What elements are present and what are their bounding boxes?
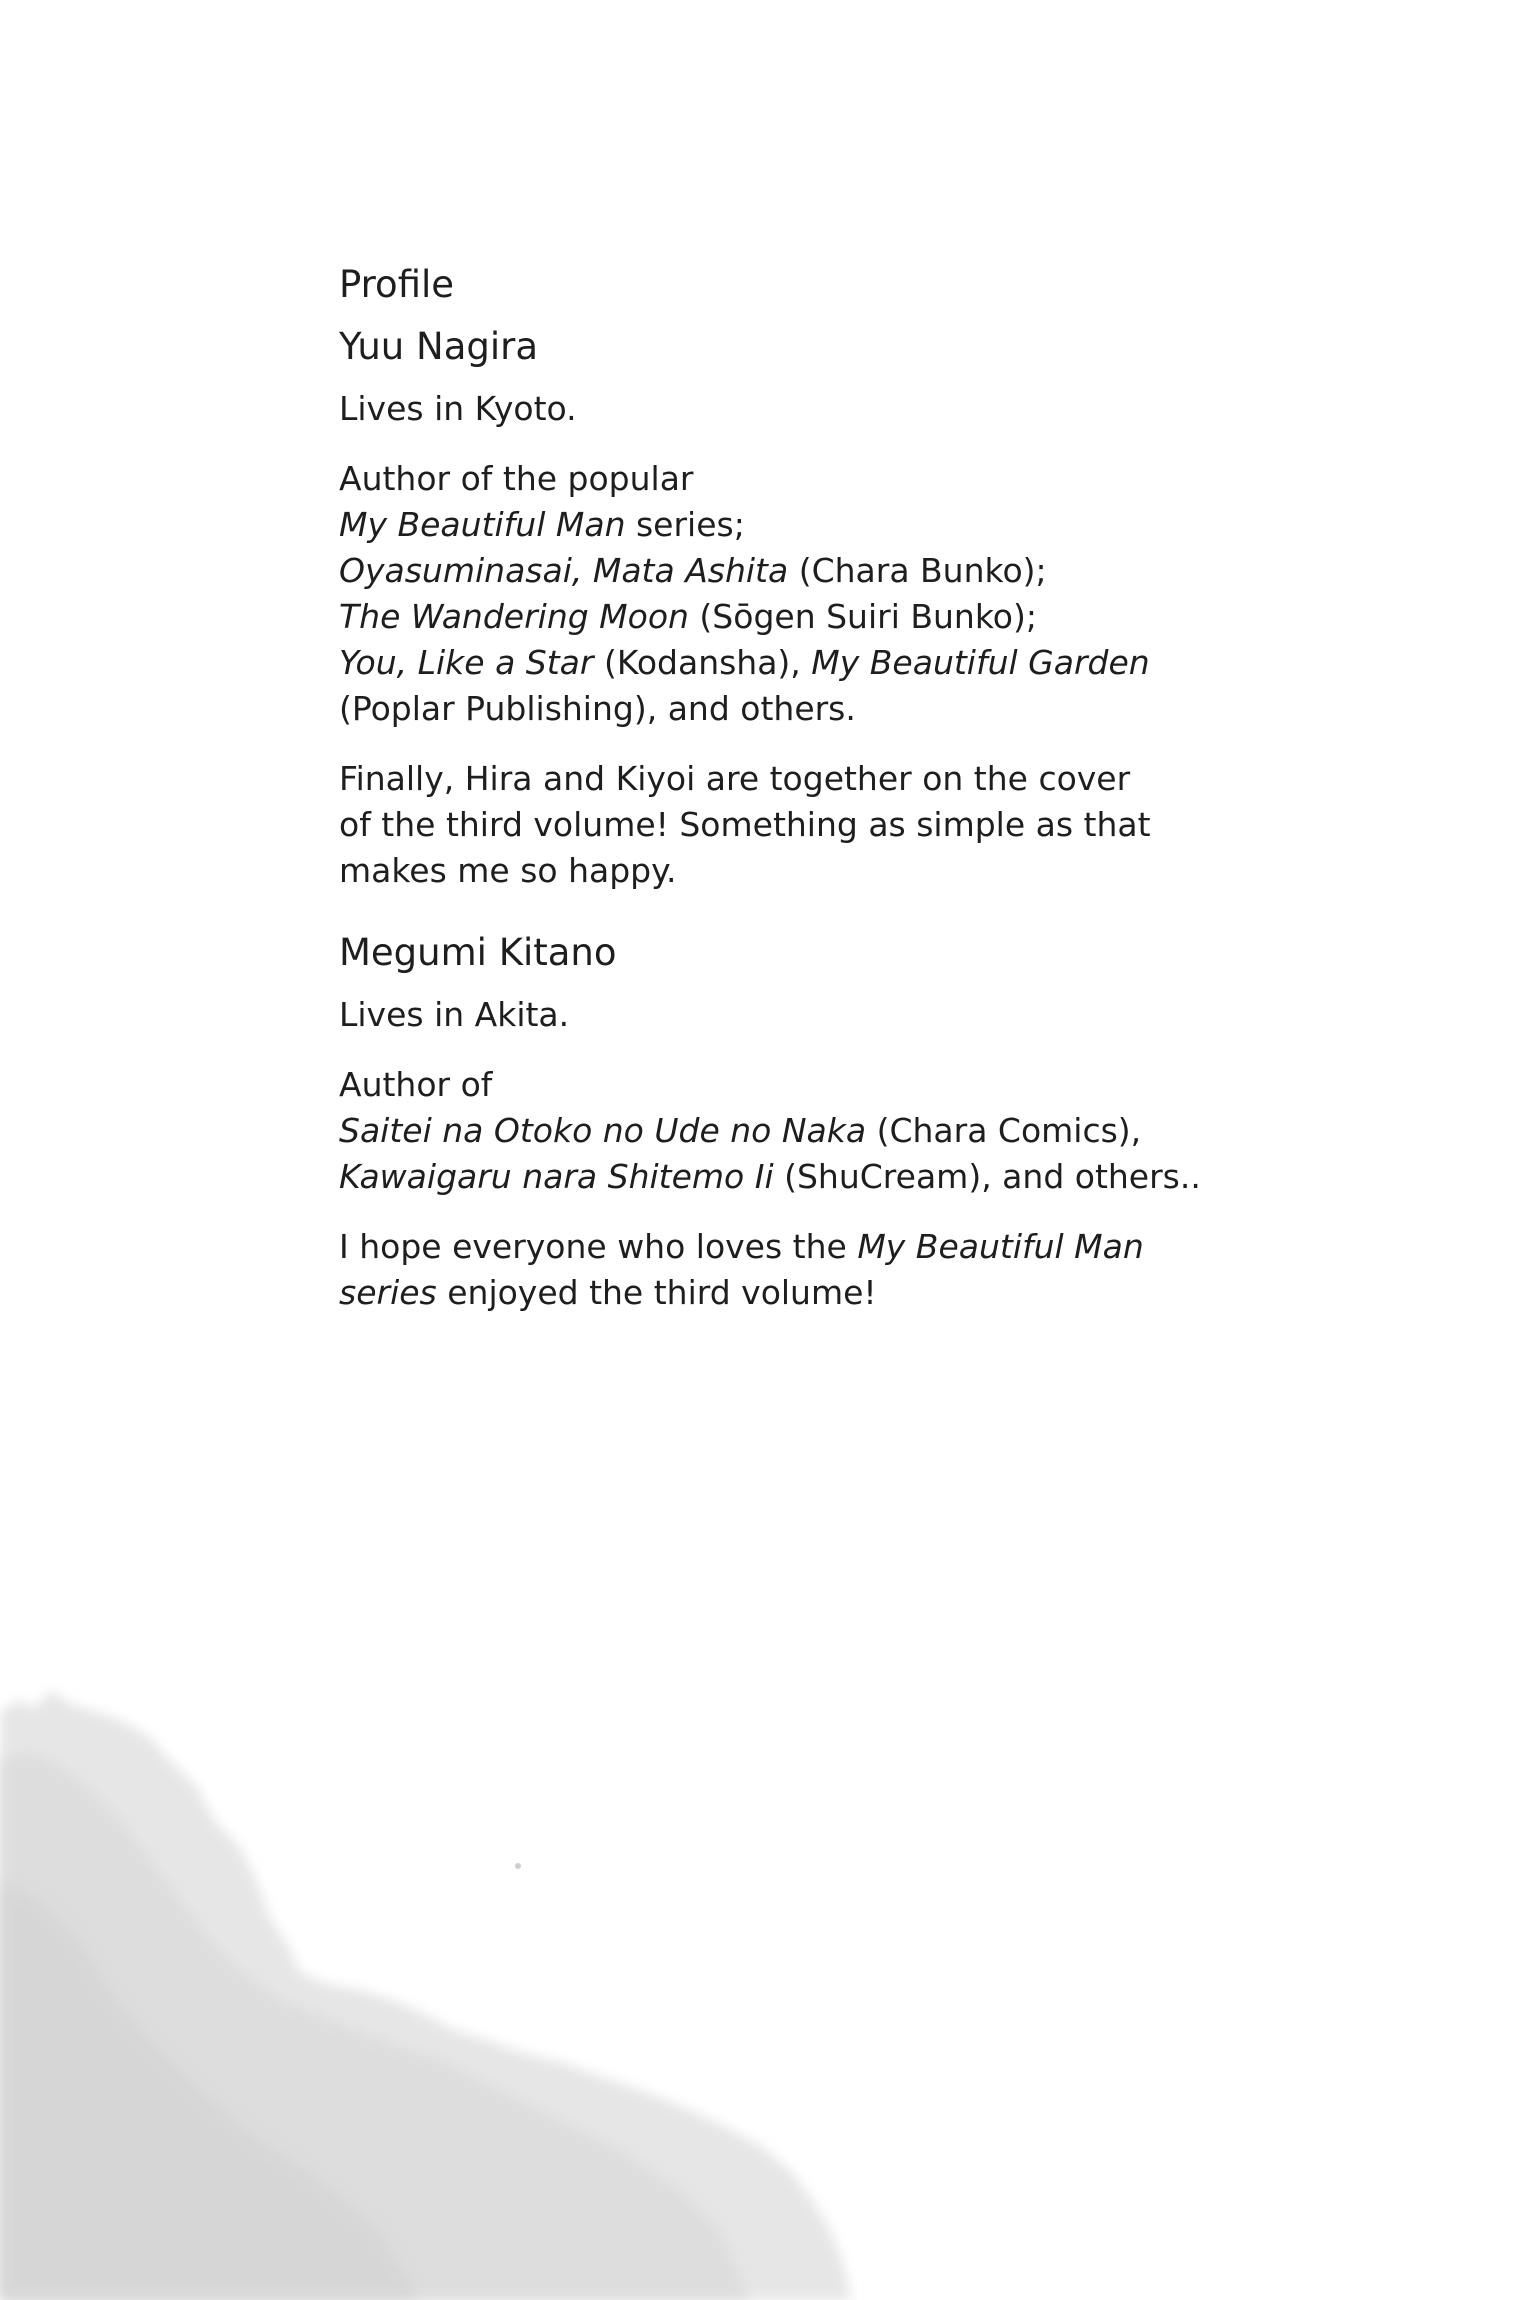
work-title: Oyasuminasai, Mata Ashita [339,551,789,590]
work-title: The Wandering Moon [339,597,689,636]
author-works [339,456,1239,732]
profile-heading: Profile [339,263,455,306]
author-work-line: (Poplar Publishing), and others. [339,689,856,728]
work-title: Kawaigaru nara Shitemo Ii [339,1157,774,1196]
work-title: My Beautiful Man [857,1227,1144,1266]
illustrator-works-intro: Author of [339,1065,493,1104]
illustrator-message-line [339,1270,1239,1316]
work-detail: (Chara Comics), [866,1111,1142,1150]
work-title: Saitei na Otoko no Ude no Naka [339,1111,867,1150]
author-name: Yuu Nagira [339,325,539,368]
work-title: You, Like a Star [339,643,594,682]
work-detail: (ShuCream), and others.. [773,1157,1201,1196]
author-residence: Lives in Kyoto. [339,389,577,428]
illustrator-work-line [339,1108,1239,1154]
work-title: My Beautiful Man [339,505,626,544]
author-work-line [339,594,1239,640]
work-title: My Beautiful Garden [811,643,1150,682]
illustrator-work-line [339,1154,1239,1200]
message-text: enjoyed the third volume! [436,1273,877,1312]
author-message-line: Finally, Hira and Kiyoi are together on the cover [339,759,1131,798]
illustrator-residence: Lives in Akita. [339,995,570,1034]
author-work-line [339,502,1239,548]
work-title: series [339,1273,437,1312]
work-detail: (Kodansha), [593,643,812,682]
author-work-line [339,640,1239,686]
author-message-line: of the third volume! Something as simple as that [339,805,1151,844]
message-text: I hope everyone who loves the [339,1227,858,1266]
work-detail: (Sōgen Suiri Bunko); [688,597,1037,636]
author-message [339,756,1239,894]
illustrator-works [339,1062,1239,1200]
author-works-intro: Author of the popular [339,459,694,498]
illustrator-message [339,1224,1239,1316]
profile-section [339,262,1239,1316]
illustrator-name: Megumi Kitano [339,931,617,974]
illustrator-message-line [339,1224,1239,1270]
author-work-line [339,548,1239,594]
work-detail: series; [625,505,745,544]
work-detail: (Chara Bunko); [788,551,1047,590]
author-message-line: makes me so happy. [339,851,677,890]
